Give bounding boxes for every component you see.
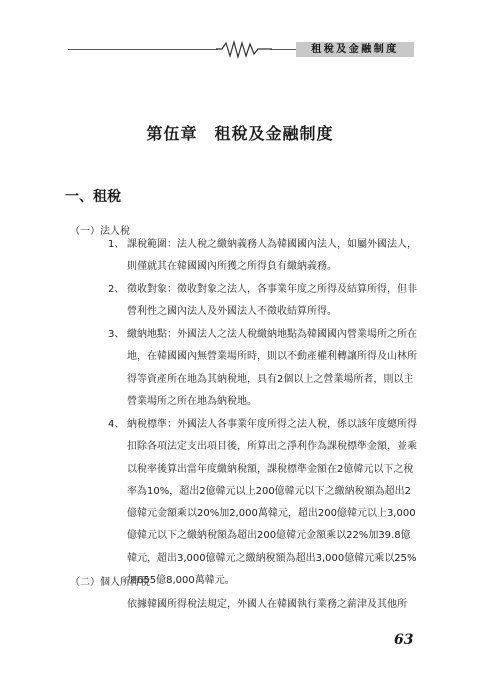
list-item-text: 納稅標準：外國法人各事業年度所得之法人稅，係以該年度總所得扣除各項法定支出項目後，所算出之淨利作為課稅標準金額，並乘以稅率後算出當年度繳納稅額，課稅標準金額在2億韓元以下之稅率為10%，超出2億韓元以上200億韓元以下之繳納稅額為超出2億韓元金額乘以20%加2,000萬韓元，超出200億韓元以上3,000億韓元以下之繳納稅額為超出200億韓元金額乘以22%加39.8億韓元，超出3,000億韓元之繳納稅額為超出3,000億韓元乘以25%加655億8,000萬韓元。 (127, 419, 417, 587)
list-item (108, 414, 420, 592)
list-item-text: 課稅範圍：法人稅之繳納義務人為韓國國內法人，如屬外國法人，則僅就其在韓國國內所獲之所得負有繳納義務。 (127, 239, 417, 273)
subsection-heading: （二）個人所得稅 (70, 577, 150, 588)
list-item (108, 234, 420, 279)
list-item (108, 279, 420, 324)
subsection-heading: （一）法人稅 (70, 226, 130, 237)
list-item-number: 4、 (108, 419, 125, 430)
list-item-number: 2、 (108, 284, 125, 295)
page-number: 63 (394, 632, 414, 648)
list-item (108, 324, 420, 413)
chapter-title: 第伍章 租稅及金融制度 (146, 124, 334, 143)
section-heading: 一、租稅 (65, 189, 121, 205)
header-rule-left (68, 49, 218, 50)
running-header: 租稅及金融制度 (296, 42, 414, 57)
list-item-text: 繳納地點：外國法人之法人稅繳納地點為韓國國內營業場所之所在地，在韓國國內無營業場所時，則以不動產權利轉讓所得及山林所得等資產所在地為其納稅地，具有2個以上之營業場所者，則以主營業場所之所在地為納稅地。 (127, 329, 417, 407)
list-item-number: 1、 (108, 239, 125, 250)
pulse-wave-icon (216, 40, 272, 60)
list-item-text: 徵收對象：徵收對象之法人，各事業年度之所得及結算所得，但非營利性之國內法人及外國法人不徵收結算所得。 (127, 284, 417, 318)
list-item-number: 3、 (108, 329, 125, 340)
body-paragraph: 依據韓國所得稅法規定，外國人在韓國執行業務之薪津及其他所 (127, 599, 407, 610)
